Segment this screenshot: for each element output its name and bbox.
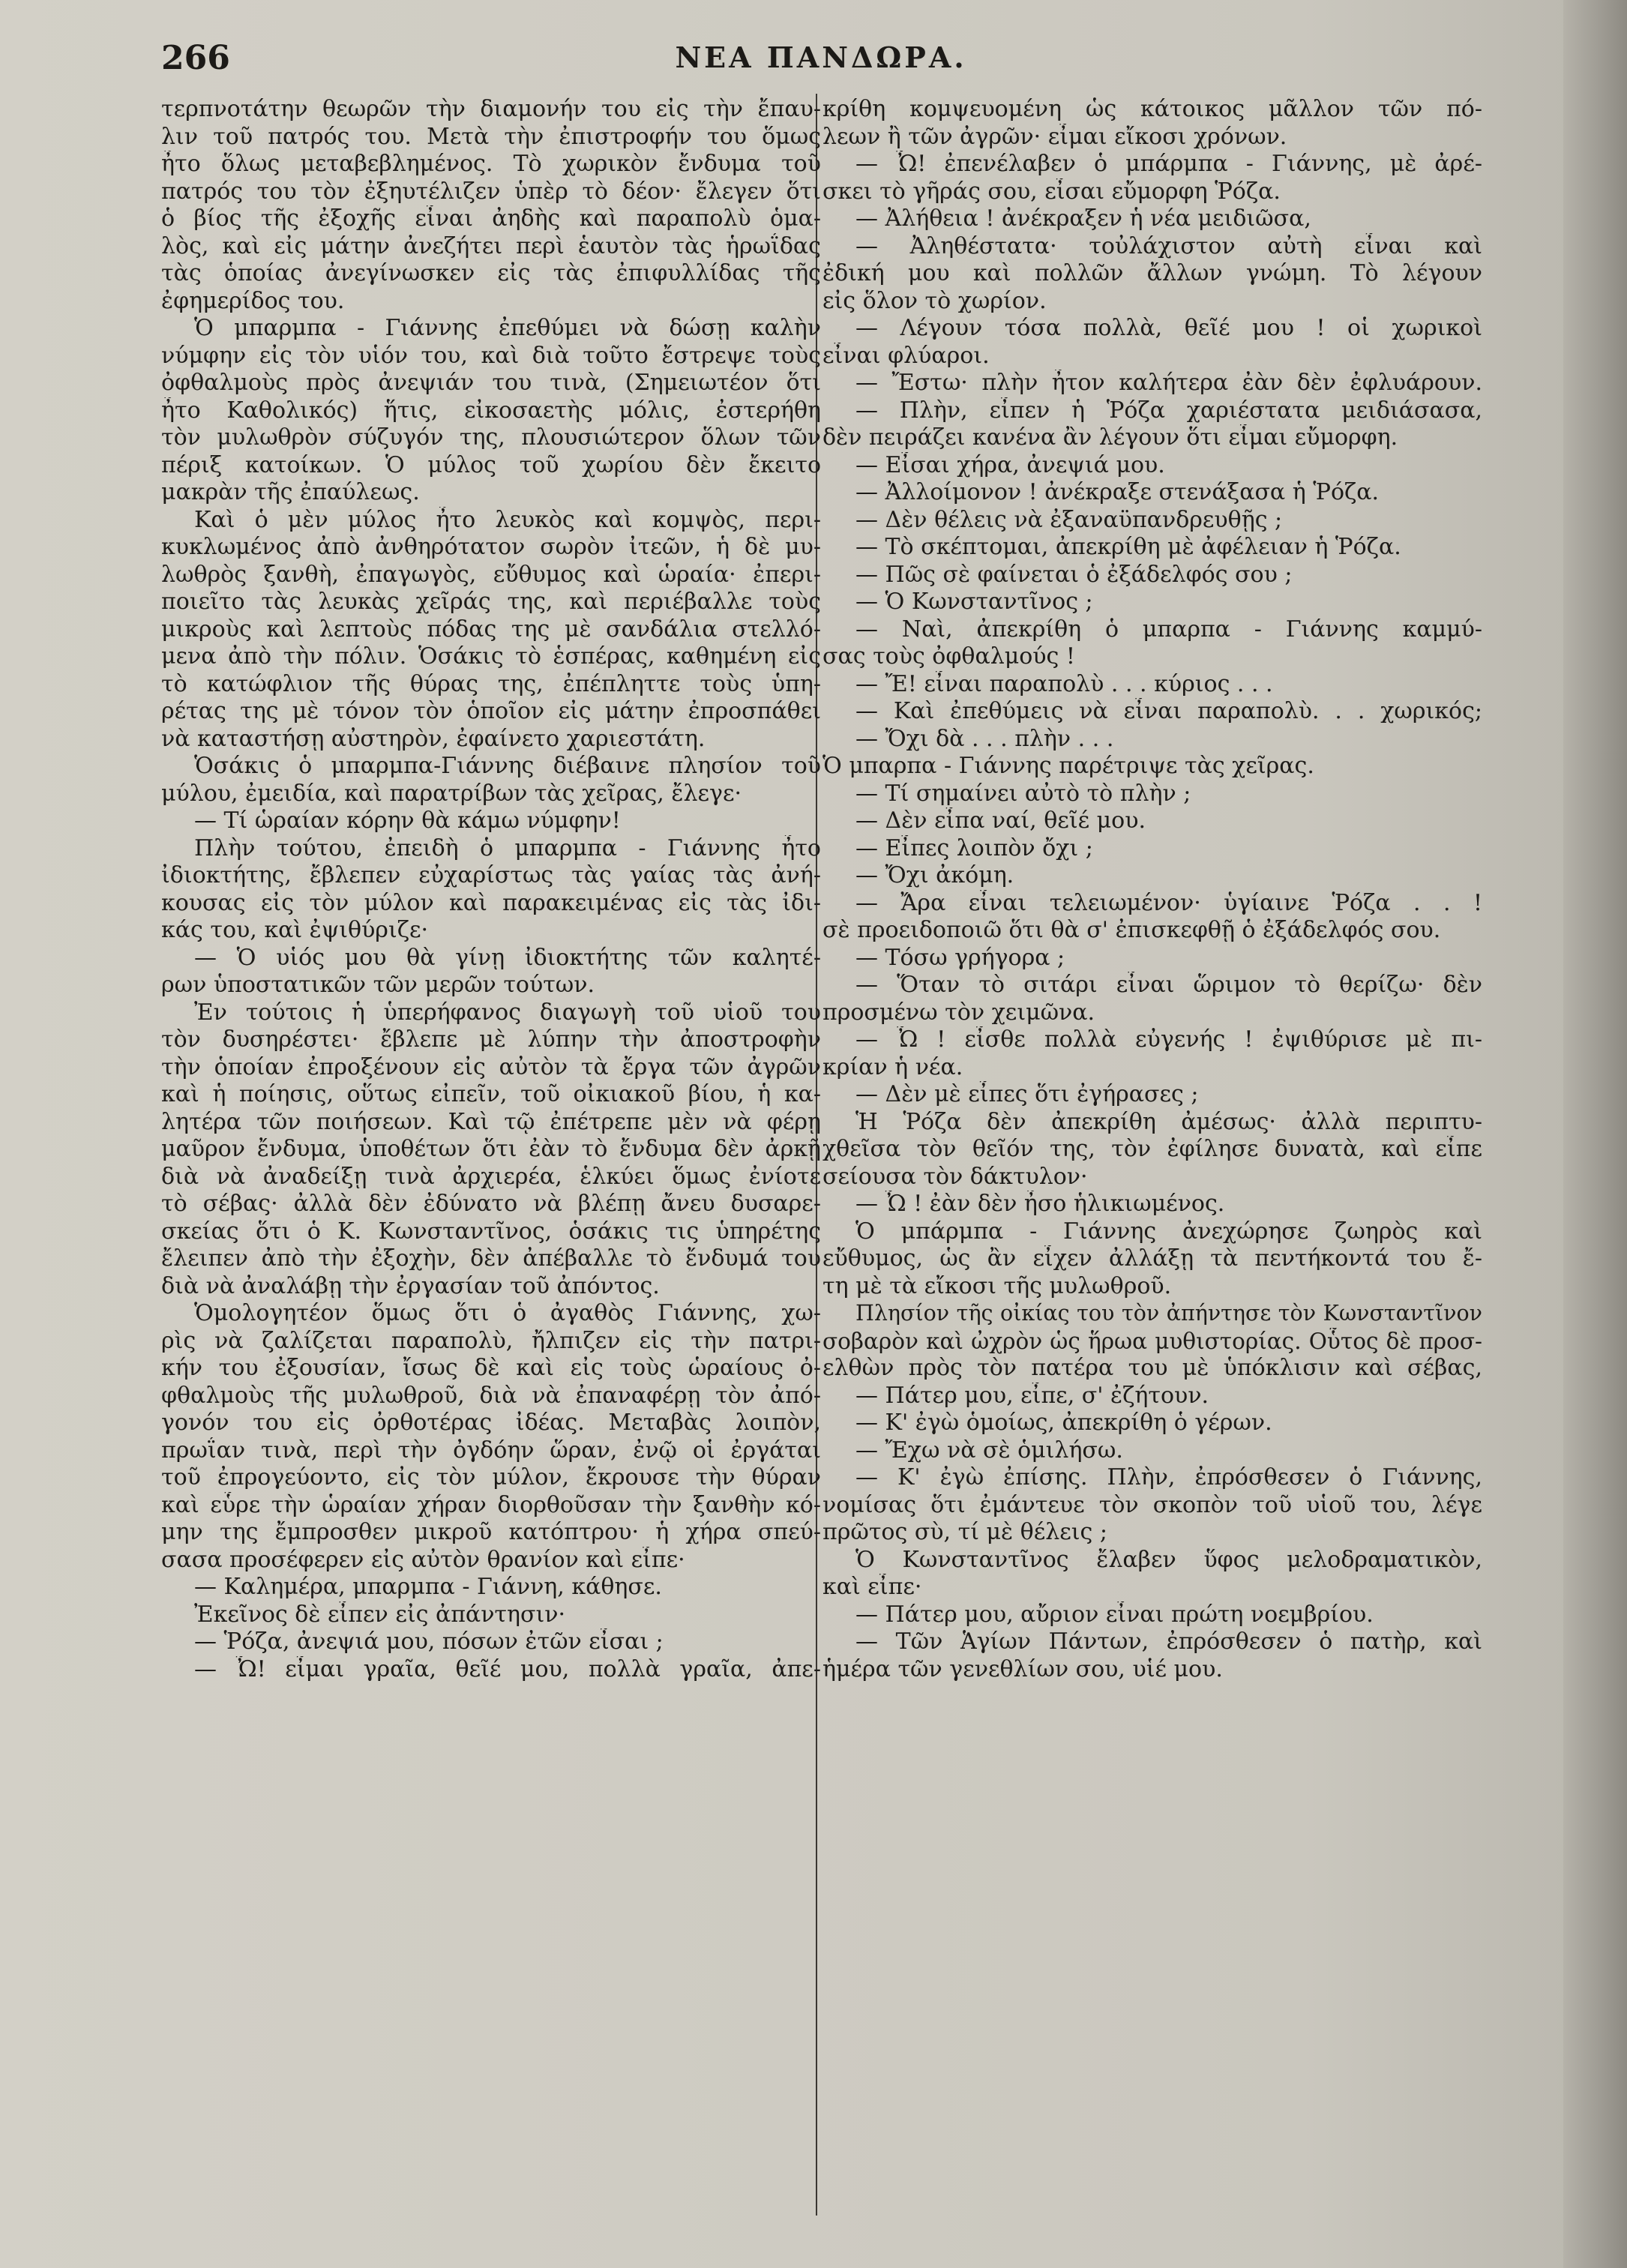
text-line: σκει τὸ γῆράς σου, εἶσαι εὔμορφη Ῥόζα. [822, 178, 1281, 205]
text-line: — Πῶς σὲ φαίνεται ὁ ἐξάδελφός σου ; [855, 561, 1293, 588]
text-line: — Ἔ! εἶναι παραπολὺ . . . κύριος . . . [855, 670, 1273, 697]
text-line: κρίθη κομψευομένη ὡς κάτοικος μᾶλλον τῶν πό- [822, 96, 1482, 122]
text-line: Ὁ Κωνσταντῖνος ἔλαβεν ὕφος μελοδραματικὸν, [855, 1546, 1482, 1573]
text-line: — Δὲν μὲ εἶπες ὅτι ἐγήρασες ; [855, 1081, 1199, 1107]
text-line: ἐδική μου καὶ πολλῶν ἄλλων γνώμη. Τὸ λέγουν [822, 260, 1482, 286]
text-line: καὶ εἶπε· [822, 1574, 922, 1600]
text-line: Ὁσάκις ὁ μπαρμπα-Γιάννης διέβαινε πλησίον τοῦ [194, 753, 821, 779]
text-line: ελθὼν πρὸς τὸν πατέρα του μὲ ὑπόκλισιν καὶ σέβας, [822, 1355, 1482, 1381]
text-line: — Ἄρα εἶναι τελειωμένον· ὑγίαινε Ῥόζα . . ! [855, 889, 1482, 916]
text-line: τὰς ὁποίας ἀνεγίνωσκεν εἰς τὰς ἐπιφυλλίδας τῆς [161, 260, 821, 286]
text-line: τὴν ὁποίαν ἐπροξένουν εἰς αὐτὸν τὰ ἔργα τῶν ἀγρῶν [161, 1053, 821, 1080]
text-line: ποιεῖτο τὰς λευκὰς χεῖράς της, καὶ περιέβαλλε τοὺς [161, 589, 821, 615]
text-line: — Ὦ! ἐπενέλαβεν ὁ μπάρμπα - Γιάννης, μὲ ἀρέ- [855, 151, 1482, 177]
text-line: Ἐν τούτοις ἡ ὑπερήφανος διαγωγὴ τοῦ υἱοῦ του [194, 999, 821, 1026]
text-line: — Δὲν θέλεις νὰ ἐξαναϋπανδρευθῇς ; [855, 506, 1283, 533]
text-line: μύλου, ἐμειδία, καὶ παρατρίβων τὰς χεῖρας, ἔλεγε· [161, 780, 742, 807]
text-line: καὶ εὗρε τὴν ὡραίαν χήραν διορθοῦσαν τὴν ξανθὴν κό- [161, 1491, 821, 1518]
text-line: εἰς ὅλον τὸ χωρίον. [822, 287, 1047, 314]
text-line: γονόν του εἰς ὀρθοτέρας ἰδέας. Μεταβὰς λοιπὸν, [161, 1410, 821, 1436]
text-line: καὶ ἡ ποίησις, οὕτως εἰπεῖν, τοῦ οἰκιακοῦ βίου, ἡ κα- [161, 1081, 821, 1107]
text-line: — Τί σημαίνει αὐτὸ τὸ πλὴν ; [855, 780, 1191, 807]
text-line: τοῦ ἐπρογεύοντο, εἰς τὸν μύλον, ἔκρουσε τὴν θύραν [161, 1464, 821, 1491]
text-line: τερπνοτάτην θεωρῶν τὴν διαμονήν του εἰς τὴν ἔπαυ- [161, 96, 821, 122]
text-line: — Ἀλήθεια ! ἀνέκραξεν ἡ νέα μειδιῶσα, [855, 205, 1311, 232]
text-line: — Ὄχι δὰ . . . πλὴν . . . [855, 725, 1114, 752]
text-line: — Κ' ἐγὼ ἐπίσης. Πλὴν, ἐπρόσθεσεν ὁ Γιάννης, [855, 1464, 1482, 1491]
text-line: σκείας ὅτι ὁ Κ. Κωνσταντῖνος, ὁσάκις τις ὑπηρέτης [161, 1218, 821, 1245]
text-line: κουσας εἰς τὸν μύλον καὶ παρακειμένας εἰς τὰς ἰδι- [161, 889, 821, 916]
text-line: — Ναὶ, ἀπεκρίθη ὁ μπαρπα - Γιάννης καμμύ- [855, 616, 1482, 643]
text-line: λητέρα τῶν ποιήσεων. Καὶ τῷ ἐπέτρεπε μὲν νὰ φέρῃ [161, 1108, 821, 1135]
text-line: Ἡ Ῥόζα δὲν ἀπεκρίθη ἀμέσως· ἀλλὰ περιπτυ- [855, 1108, 1482, 1135]
text-line: — Ὦ ! ἐὰν δὲν ἦσο ἡλικιωμένος. [855, 1191, 1225, 1217]
text-line: λὸς, καὶ εἰς μάτην ἀνεζήτει περὶ ἑαυτὸν τὰς ἡρωΐδας [161, 232, 821, 259]
text-line: κάς του, καὶ ἐψιθύριζε· [161, 917, 429, 943]
text-line: ἦτο Καθολικός) ἥτις, εἰκοσαετὴς μόλις, ἐστερήθη [161, 397, 821, 424]
text-line: — Κ' ἐγὼ ὁμοίως, ἀπεκρίθη ὁ γέρων. [855, 1410, 1272, 1436]
text-line: πατρός του τὸν ἐξηυτέλιζεν ὑπὲρ τὸ δέον· ἔλεγεν ὅτι [161, 178, 821, 205]
text-line: τη μὲ τὰ εἴκοσι τῆς μυλωθροῦ. [822, 1272, 1172, 1299]
text-line: σας τοὺς ὀφθαλμούς ! [822, 643, 1075, 670]
text-line: — Πλὴν, εἶπεν ἡ Ῥόζα χαριέστατα μειδιάσασα, [855, 397, 1482, 424]
text-line: μην της ἔμπροσθεν μικροῦ κατόπτρου· ἡ χήρα σπεύ- [161, 1519, 821, 1545]
text-line: ἐφημερίδος του. [161, 287, 345, 314]
text-line: — Ὄχι ἀκόμη. [855, 862, 1014, 888]
text-line: λωθρὸς ξανθὴ, ἐπαγωγὸς, εὔθυμος καὶ ὡραία· ἐπερι- [161, 561, 821, 588]
text-line: εἶναι φλύαροι. [822, 342, 990, 369]
text-line: — Ὁ υἱός μου θὰ γίνῃ ἰδιοκτήτης τῶν καλητέ- [194, 944, 821, 971]
text-line: πρῶτος σὺ, τί μὲ θέλεις ; [822, 1519, 1107, 1545]
text-line: — Τὸ σκέπτομαι, ἀπεκρίθη μὲ ἀφέλειαν ἡ Ῥόζα. [855, 534, 1401, 560]
text-line: ρὶς νὰ ζαλίζεται παραπολὺ, ἤλπιζεν εἰς τὴν πατρι- [161, 1327, 821, 1354]
text-line: — Ῥόζα, ἀνεψιά μου, πόσων ἐτῶν εἶσαι ; [194, 1628, 664, 1655]
text-line: σασα προσέφερεν εἰς αὐτὸν θρανίον καὶ εἶπε· [161, 1546, 685, 1573]
text-line: Ἐκεῖνος δὲ εἶπεν εἰς ἀπάντησιν· [194, 1601, 566, 1628]
text-line: χθεῖσα τὸν θεῖόν της, τὸν ἐφίλησε δυνατὰ, καὶ εἶπε [822, 1136, 1482, 1162]
text-line: — Ὅταν τὸ σιτάρι εἶναι ὥριμον τὸ θερίζω· δὲν [855, 972, 1482, 998]
text-line: διὰ νὰ ἀναλάβῃ τὴν ἐργασίαν τοῦ ἀπόντος. [161, 1272, 660, 1299]
text-line: — Ὁ Κωνσταντῖνος ; [855, 589, 1093, 615]
text-line: — Ἔχω νὰ σὲ ὁμιλήσω. [855, 1437, 1123, 1464]
text-line: — Τί ὡραίαν κόρην θὰ κάμω νύμφην! [194, 807, 621, 834]
text-line: δὲν πειράζει κανένα ἂν λέγουν ὅτι εἶμαι εὔμορφη. [822, 424, 1398, 451]
text-line: — Ἀλλοίμονον ! ἀνέκραξε στενάξασα ἡ Ῥόζα. [855, 479, 1380, 505]
text-line: — Πάτερ μου, αὔριον εἶναι πρώτη νοεμβρίου. [855, 1601, 1374, 1628]
page-number: 266 [161, 39, 230, 77]
text-line: — Λέγουν τόσα πολλὰ, θεῖέ μου ! οἱ χωρικοὶ [855, 315, 1482, 341]
text-line: μικροὺς καὶ λεπτοὺς πόδας της μὲ σανδάλια στελλό- [161, 616, 821, 643]
text-line: εὔθυμος, ὡς ἂν εἶχεν ἀλλάξῃ τὰ πεντήκοντά του ἔ- [822, 1245, 1482, 1272]
text-line: — Ἀληθέστατα· τοὐλάχιστον αὐτὴ εἶναι καὶ [855, 232, 1482, 259]
text-line: φθαλμοὺς τῆς μυλωθροῦ, διὰ νὰ ἐπαναφέρῃ τὸν ἀπό- [161, 1382, 821, 1409]
text-line: μενα ἀπὸ τὴν πόλιν. Ὁσάκις τὸ ἑσπέρας, καθημένη εἰς [161, 643, 821, 670]
text-line: ἰδιοκτήτης, ἔβλεπεν εὐχαρίστως τὰς γαίας τὰς ἀνή- [161, 862, 821, 888]
text-line: λεων ἢ τῶν ἀγρῶν· εἶμαι εἴκοσι χρόνων. [822, 123, 1287, 150]
text-line: λιν τοῦ πατρός του. Μετὰ τὴν ἐπιστροφήν του ὅμως [161, 123, 821, 150]
text-line: Ὁμολογητέον ὅμως ὅτι ὁ ἀγαθὸς Γιάννης, χω- [194, 1300, 821, 1326]
text-line: ἔλειπεν ἀπὸ τὴν ἐξοχὴν, δὲν ἀπέβαλλε τὸ ἔνδυμά του [161, 1245, 821, 1272]
text-line: κήν του ἐξουσίαν, ἴσως δὲ καὶ εἰς τοὺς ὡραίους ὀ- [161, 1355, 821, 1381]
text-line: Ὁ μπαρπα - Γιάννης παρέτριψε τὰς χεῖρας. [822, 753, 1314, 779]
text-line: πρωΐαν τινὰ, περὶ τὴν ὀγδόην ὥραν, ἐνῷ οἱ ἐργάται [161, 1437, 821, 1464]
text-line: Πλησίον τῆς οἰκίας του τὸν ἀπήντησε τὸν Κωνσταντῖνον [855, 1301, 1482, 1326]
text-line: τὸ κατώφλιον τῆς θύρας της, ἐπέπληττε τοὺς ὑπη- [161, 670, 821, 697]
text-line: ρέτας της μὲ τόνον τὸν ὁποῖον εἰς μάτην ἐπροσπάθει [161, 698, 821, 724]
text-line: ὀφθαλμοὺς πρὸς ἀνεψιάν του τινὰ, (Σημειωτέον ὅτι [161, 370, 821, 396]
text-line: τὸν μυλωθρὸν σύζυγόν της, πλουσιώτερον ὅλων τῶν [161, 424, 821, 451]
text-line: — Δὲν εἶπα ναί, θεῖέ μου. [855, 807, 1146, 834]
left-column [161, 96, 821, 1683]
text-line: πέριξ κατοίκων. Ὁ μύλος τοῦ χωρίου δὲν ἔκειτο [161, 451, 821, 478]
right-column [822, 96, 1482, 1683]
text-line: — Ὦ ! εἶσθε πολλὰ εὐγενής ! ἐψιθύρισε μὲ πι- [855, 1026, 1482, 1053]
text-line: ἡμέρα τῶν γενεθλίων σου, υἱέ μου. [822, 1655, 1223, 1682]
text-line: ρων ὑποστατικῶν τῶν μερῶν τούτων. [161, 972, 595, 998]
text-line: Ὁ μπάρμπα - Γιάννης ἀνεχώρησε ζωηρὸς καὶ [855, 1218, 1482, 1245]
text-line: ὁ βίος τῆς ἐξοχῆς εἶναι ἀηδὴς καὶ παραπολὺ ὁμα- [161, 205, 821, 232]
text-line: — Εἶσαι χήρα, ἀνεψιά μου. [855, 451, 1165, 478]
text-line: σοβαρὸν καὶ ὠχρὸν ὡς ἥρωα μυθιστορίας. Οὗτος δὲ προσ- [822, 1328, 1482, 1354]
text-line: ἦτο ὅλως μεταβεβλημένος. Τὸ χωρικὸν ἔνδυμα τοῦ [161, 151, 821, 177]
text-line: μακρὰν τῆς ἐπαύλεως. [161, 479, 420, 505]
text-line: τὸ σέβας· ἀλλὰ δὲν ἐδύνατο νὰ βλέπῃ ἄνευ δυσαρε- [161, 1191, 821, 1217]
text-line: νὰ καταστήσῃ αὐστηρὸν, ἐφαίνετο χαριεστάτη. [161, 725, 706, 752]
text-line: κυκλωμένος ἀπὸ ἀνθηρότατον σωρὸν ἰτεῶν, ἡ δὲ μυ- [161, 534, 821, 560]
text-line: διὰ νὰ ἀναδείξῃ τινὰ ἀρχιερέα, ἑλκύει ὅμως ἐνίοτε [161, 1163, 821, 1190]
text-line: — Τόσω γρήγορα ; [855, 944, 1065, 971]
text-line: τὸν δυσηρέστει· ἔβλεπε μὲ λύπην τὴν ἀποστροφὴν [161, 1026, 821, 1053]
text-line: κρίαν ἡ νέα. [822, 1053, 963, 1080]
text-line: — Τῶν Ἁγίων Πάντων, ἐπρόσθεσεν ὁ πατὴρ, καὶ [855, 1628, 1482, 1655]
text-line: σείουσα τὸν δάκτυλον· [822, 1163, 1088, 1190]
text-line: σὲ προειδοποιῶ ὅτι θὰ σ' ἐπισκεφθῇ ὁ ἐξάδελφός σου. [822, 917, 1441, 943]
text-line: — Καλημέρα, μπαρμπα - Γιάννη, κάθησε. [194, 1574, 662, 1600]
text-line: Καὶ ὁ μὲν μύλος ἦτο λευκὸς καὶ κομψὸς, περι- [194, 506, 821, 533]
text-line: — Καὶ ἐπεθύμεις νὰ εἶναι παραπολὺ. . . χωρικός; [855, 698, 1482, 724]
text-line: — Ἔστω· πλὴν ἦτον καλήτερα ἐὰν δὲν ἐφλυάρουν. [855, 370, 1482, 396]
text-line: μαῦρον ἔνδυμα, ὑποθέτων ὅτι ἐὰν τὸ ἔνδυμα δὲν ἀρκῇ [161, 1136, 821, 1162]
book-spine-shadow [1563, 0, 1627, 2268]
text-line: Ὁ μπαρμπα - Γιάννης ἐπεθύμει νὰ δώσῃ καλὴν [194, 315, 821, 341]
text-line: — Ὦ! εἶμαι γραῖα, θεῖέ μου, πολλὰ γραῖα, ἀπε- [194, 1655, 821, 1682]
text-line: προσμένω τὸν χειμῶνα. [822, 999, 1095, 1026]
text-line: Πλὴν τούτου, ἐπειδὴ ὁ μπαρμπα - Γιάννης ἦτο [194, 834, 821, 861]
text-line: — Εἶπες λοιπὸν ὄχι ; [855, 834, 1093, 861]
text-line: — Πάτερ μου, εἶπε, σ' ἐζήτουν. [855, 1382, 1209, 1409]
page-header [161, 39, 1481, 84]
running-title: ΝΕΑ ΠΑΝΔΩΡΑ. [675, 40, 967, 74]
text-line: νύμφην εἰς τὸν υἱόν του, καὶ διὰ τοῦτο ἔστρεψε τοὺς [161, 342, 821, 369]
text-line: νομίσας ὅτι ἐμάντευε τὸν σκοπὸν τοῦ υἱοῦ του, λέγε [822, 1491, 1482, 1518]
